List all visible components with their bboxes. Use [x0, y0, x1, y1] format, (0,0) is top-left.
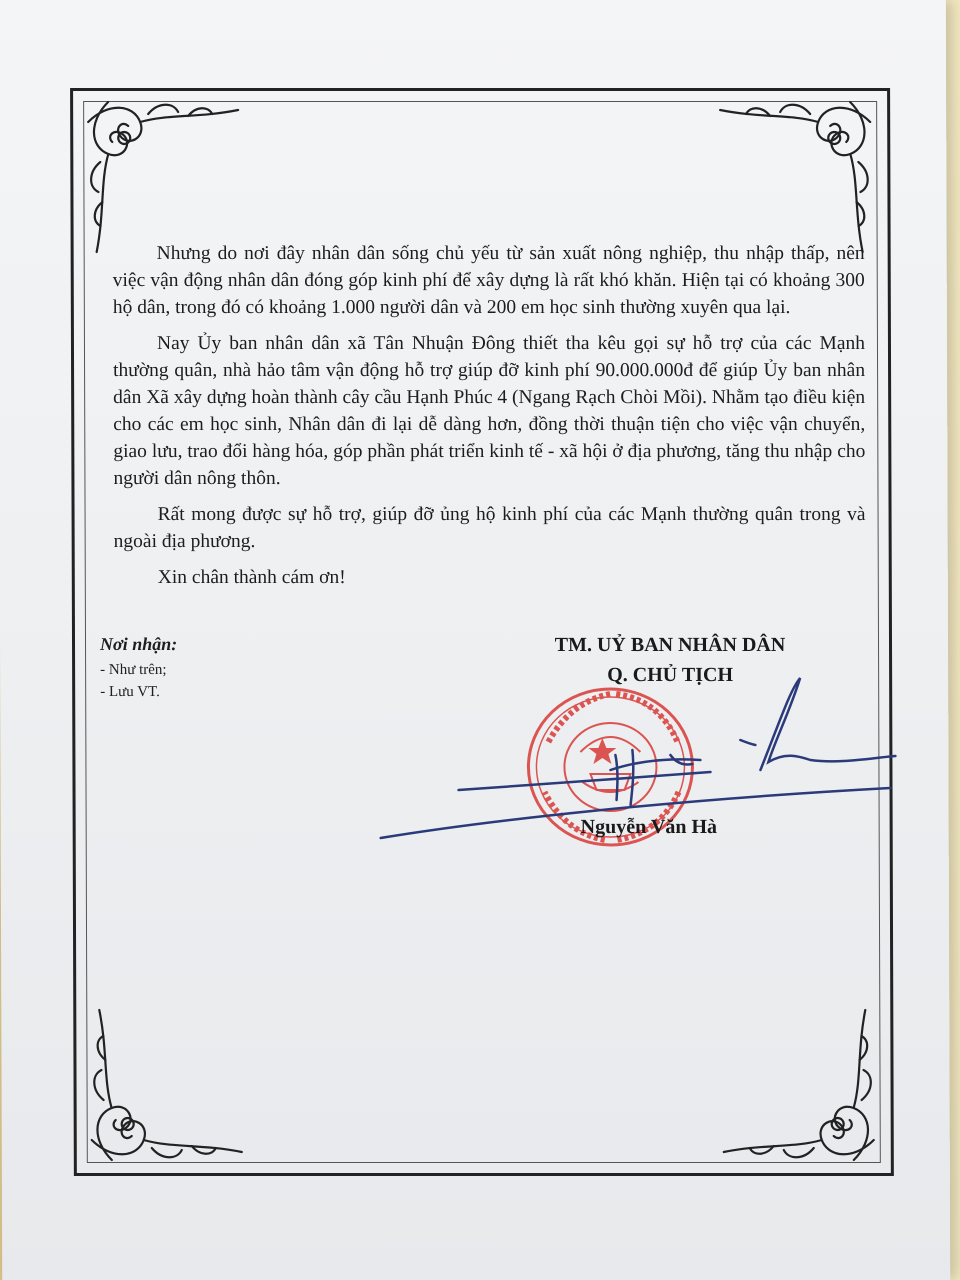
paragraph: Rất mong được sự hỗ trợ, giúp đỡ ủng hộ kinh phí của các Mạnh thường quân trong và ngoài địa phương.	[113, 504, 866, 552]
ornament-corner-icon	[81, 1000, 252, 1170]
letter-body	[113, 240, 866, 600]
recipient-item: - Lưu VT.	[100, 684, 160, 700]
paragraph: Nay Ủy ban nhân dân xã Tân Nhuận Đông thiết tha kêu gọi sự hỗ trợ của các Mạnh thường quân, nhà hảo tâm vận động hỗ trợ giúp đỡ kinh phí 90.000.000đ để giúp Ủy ban nhân dân Xã xây dựng hoàn thành cây cầu Hạnh Phúc 4 (Ngang Rạch Chòi Mồi). Nhằm tạo điều kiện cho các em học sinh, Nhân dân đi lại dễ dàng hơn, đồng thời thuận tiện cho việc vận chuyển, giao lưu, trao đổi hàng hóa, góp phần phát triển kinh tế - xã hội ở địa phương, tăng thu nhập cho người dân nông thôn.	[113, 333, 866, 489]
signer-title: Q. CHỦ TỊCH	[607, 664, 734, 686]
recipient-item: - Như trên;	[100, 662, 167, 678]
recipients-block	[100, 634, 177, 703]
closing-line: Xin chân thành cám ơn!	[157, 567, 346, 588]
recipients-title: Nơi nhận:	[99, 634, 178, 654]
ornament-corner-icon	[710, 92, 881, 262]
signer-organization: TM. UỶ BAN NHÂN DÂN	[554, 634, 786, 656]
ornament-corner-icon	[713, 1000, 884, 1170]
ornament-corner-icon	[78, 92, 249, 262]
paragraph: Nhưng do nơi đây nhân dân sống chủ yếu từ sản xuất nông nghiệp, thu nhập thấp, nên việc vận động nhân dân đóng góp kinh phí để xây dựng là rất khó khăn. Hiện tại có khoảng 300 hộ dân, trong đó có khoảng 1.000 người dân và 200 em học sinh thường xuyên qua lại.	[112, 243, 865, 318]
signer-name: Nguyễn Văn Hà	[580, 816, 718, 838]
